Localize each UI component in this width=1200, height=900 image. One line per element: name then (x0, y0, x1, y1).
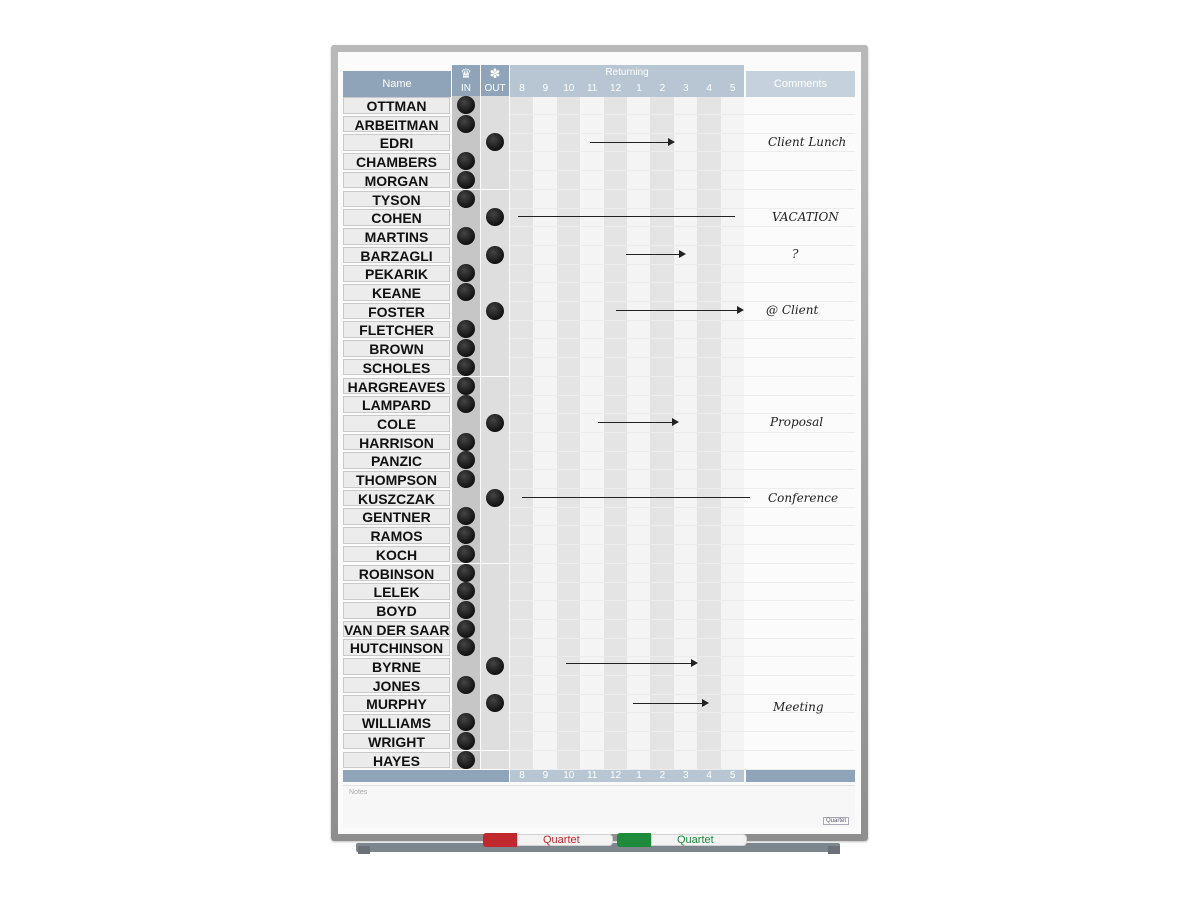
notes-label: Notes (349, 789, 368, 796)
person-row (343, 545, 855, 564)
out-magnet[interactable] (486, 414, 504, 432)
out-slot (481, 713, 509, 732)
name-card[interactable]: HUTCHINSON (343, 639, 450, 656)
returning-time-ticks (510, 83, 744, 95)
green-marker-cap (617, 833, 651, 847)
header-time-tick: 5 (729, 83, 736, 94)
name-card[interactable]: WRIGHT (343, 733, 450, 750)
in-magnet[interactable] (457, 339, 475, 357)
person-row (343, 564, 855, 583)
out-slot (481, 545, 509, 564)
name-card[interactable]: FOSTER (343, 303, 450, 320)
name-card[interactable]: JONES (343, 677, 450, 694)
person-row (343, 433, 855, 452)
out-slot (481, 377, 509, 396)
person-row (343, 601, 855, 620)
in-column-header (452, 65, 480, 97)
name-card[interactable]: HAYES (343, 752, 450, 769)
tray-foot-right (828, 846, 840, 854)
cole-return-arrow (598, 422, 677, 423)
header-time-tick: 4 (706, 83, 712, 94)
in-slot (452, 302, 480, 321)
out-slot (481, 582, 509, 601)
notes-area (343, 785, 855, 828)
name-card[interactable]: PANZIC (343, 452, 450, 469)
byrne-return-arrow (566, 663, 696, 664)
green-dry-erase-marker[interactable] (617, 833, 747, 847)
header-time-tick: 2 (659, 83, 666, 94)
in-magnet[interactable] (457, 152, 475, 170)
name-card[interactable]: ROBINSON (343, 565, 450, 582)
person-row (343, 676, 855, 695)
out-slot (481, 283, 509, 302)
footer-bar-right (746, 770, 855, 782)
header-time-tick: 8 (519, 83, 525, 94)
name-column-header: Name (343, 71, 451, 97)
out-slot (481, 732, 509, 751)
in-magnet[interactable] (457, 227, 475, 245)
in-magnet[interactable] (457, 283, 475, 301)
in-magnet[interactable] (457, 190, 475, 208)
comment-meeting: Meeting (773, 700, 824, 714)
walking-person-icon: ✽ (489, 66, 501, 81)
out-slot (481, 171, 509, 190)
footer-time-tick: 10 (563, 770, 575, 781)
name-card[interactable]: FLETCHER (343, 321, 450, 338)
out-slot (481, 320, 509, 339)
header-time-tick: 12 (610, 83, 622, 94)
in-magnet[interactable] (457, 713, 475, 731)
footer-time-tick: 1 (636, 770, 642, 781)
in-magnet[interactable] (457, 751, 475, 769)
out-slot (481, 638, 509, 657)
name-card[interactable]: TYSON (343, 191, 450, 208)
comments-column-header: Comments (746, 71, 855, 97)
person-row (343, 526, 855, 545)
in-magnet[interactable] (457, 526, 475, 544)
name-card[interactable]: BOYD (343, 602, 450, 619)
green-marker-brand: Quartet (677, 834, 714, 846)
name-card[interactable]: BYRNE (343, 658, 450, 675)
in-magnet[interactable] (457, 620, 475, 638)
footer-time-bar (510, 770, 744, 782)
red-marker-brand: Quartet (543, 834, 580, 846)
name-card[interactable]: BROWN (343, 340, 450, 357)
in-magnet[interactable] (457, 564, 475, 582)
name-card[interactable]: KEANE (343, 284, 450, 301)
out-slot (481, 451, 509, 470)
in-magnet[interactable] (457, 377, 475, 395)
footer-time-tick: 8 (519, 770, 525, 781)
name-card[interactable]: COLE (343, 415, 450, 432)
name-card[interactable]: CHAMBERS (343, 153, 450, 170)
person-row (343, 470, 855, 489)
person-row (343, 377, 855, 396)
person-row (343, 657, 855, 676)
comment-client-lunch: Client Lunch (768, 135, 847, 149)
in-slot (452, 246, 480, 265)
person-row (343, 264, 855, 283)
out-slot (481, 564, 509, 583)
out-magnet[interactable] (486, 246, 504, 264)
footer-time-tick: 2 (659, 770, 666, 781)
footer-time-tick: 11 (586, 770, 598, 781)
footer-time-tick: 12 (610, 770, 622, 781)
person-row (343, 339, 855, 358)
person-row (343, 171, 855, 190)
person-row (343, 190, 855, 209)
in-magnet[interactable] (457, 545, 475, 563)
in-slot (452, 133, 480, 152)
returning-header (510, 65, 744, 97)
in-slot (452, 657, 480, 676)
name-card[interactable]: THOMPSON (343, 471, 450, 488)
returning-label: Returning (605, 67, 649, 78)
out-slot (481, 264, 509, 283)
name-card[interactable]: KUSZCZAK (343, 490, 450, 507)
in-magnet[interactable] (457, 433, 475, 451)
header-time-tick: 11 (586, 83, 598, 94)
in-slot (452, 694, 480, 713)
person-row (343, 582, 855, 601)
out-slot (481, 433, 509, 452)
name-card[interactable]: RAMOS (343, 527, 450, 544)
out-slot (481, 601, 509, 620)
footer-time-tick: 4 (706, 770, 712, 781)
out-slot (481, 620, 509, 639)
comment-proposal: Proposal (770, 415, 824, 429)
in-magnet[interactable] (457, 358, 475, 376)
in-magnet[interactable] (457, 601, 475, 619)
out-slot (481, 395, 509, 414)
red-marker-cap (483, 833, 517, 847)
person-row (343, 227, 855, 246)
person-row (343, 395, 855, 414)
out-slot (481, 115, 509, 134)
out-slot (481, 526, 509, 545)
name-card[interactable]: HARRISON (343, 434, 450, 451)
out-slot (481, 190, 509, 209)
in-magnet[interactable] (457, 115, 475, 133)
comment-vacation: VACATION (772, 210, 839, 224)
header-time-tick: 9 (542, 83, 549, 94)
quartet-logo: Quartet (823, 817, 849, 825)
person-row (343, 283, 855, 302)
foster-return-arrow (616, 310, 742, 311)
footer-bar-left (343, 770, 509, 782)
name-card[interactable]: COHEN (343, 209, 450, 226)
in-magnet[interactable] (457, 732, 475, 750)
name-card[interactable]: BARZAGLI (343, 247, 450, 264)
person-row (343, 320, 855, 339)
person-row (343, 115, 855, 134)
murphy-return-arrow (633, 703, 707, 704)
person-row (343, 713, 855, 732)
desk-person-icon: ♛ (460, 66, 472, 81)
name-card[interactable]: KOCH (343, 546, 450, 563)
out-magnet[interactable] (486, 657, 504, 675)
person-row (343, 451, 855, 470)
name-card[interactable]: MURPHY (343, 695, 450, 712)
footer-time-tick: 3 (683, 770, 689, 781)
name-card[interactable]: LELEK (343, 583, 450, 600)
out-slot (481, 507, 509, 526)
name-card[interactable]: GENTNER (343, 508, 450, 525)
person-row (343, 246, 855, 265)
out-slot (481, 676, 509, 695)
out-column-header (481, 65, 509, 97)
in-slot (452, 414, 480, 433)
name-card[interactable]: EDRI (343, 134, 450, 151)
kuszczak-return-line (522, 497, 750, 498)
name-card[interactable]: LAMPARD (343, 396, 450, 413)
comment-question: ? (792, 247, 799, 261)
header-time-tick: 10 (563, 83, 575, 94)
in-magnet[interactable] (457, 676, 475, 694)
barzagli-return-arrow (626, 254, 684, 255)
name-card[interactable]: PEKARIK (343, 265, 450, 282)
cohen-return-line (518, 216, 735, 217)
out-slot (481, 339, 509, 358)
in-slot (452, 489, 480, 508)
person-row (343, 620, 855, 639)
out-slot (481, 470, 509, 489)
out-slot (481, 227, 509, 246)
person-row (343, 638, 855, 657)
name-card[interactable]: OTTMAN (343, 97, 450, 114)
name-card[interactable]: VAN DER SAAR (344, 621, 450, 638)
header-time-tick: 1 (636, 83, 642, 94)
name-card[interactable]: WILLIAMS (343, 714, 450, 731)
footer-time-tick: 5 (729, 770, 736, 781)
in-magnet[interactable] (457, 470, 475, 488)
person-row (343, 732, 855, 751)
comment-conference: Conference (768, 491, 839, 505)
person-row (343, 358, 855, 377)
out-label: OUT (484, 83, 506, 94)
in-label: IN (461, 83, 471, 94)
red-dry-erase-marker[interactable] (483, 833, 613, 847)
footer-time-tick: 9 (542, 770, 549, 781)
in-magnet[interactable] (457, 96, 475, 114)
tray-foot-left (358, 846, 370, 854)
person-row (343, 96, 855, 115)
out-magnet[interactable] (486, 489, 504, 507)
out-slot (481, 96, 509, 115)
edri-return-arrow (590, 142, 673, 143)
person-row (343, 152, 855, 171)
out-slot (481, 751, 509, 770)
person-row (343, 751, 855, 770)
comment-at-client: @ Client (766, 303, 819, 317)
name-card[interactable]: MARTINS (343, 228, 450, 245)
header-time-tick: 3 (683, 83, 689, 94)
in-slot (452, 208, 480, 227)
out-slot (481, 152, 509, 171)
name-card[interactable]: SCHOLES (343, 359, 450, 376)
out-slot (481, 358, 509, 377)
name-card[interactable]: ARBEITMAN (343, 116, 450, 133)
person-row (343, 507, 855, 526)
name-card[interactable]: MORGAN (343, 172, 450, 189)
out-magnet[interactable] (486, 302, 504, 320)
name-card[interactable]: HARGREAVES (343, 378, 450, 395)
in-magnet[interactable] (457, 171, 475, 189)
